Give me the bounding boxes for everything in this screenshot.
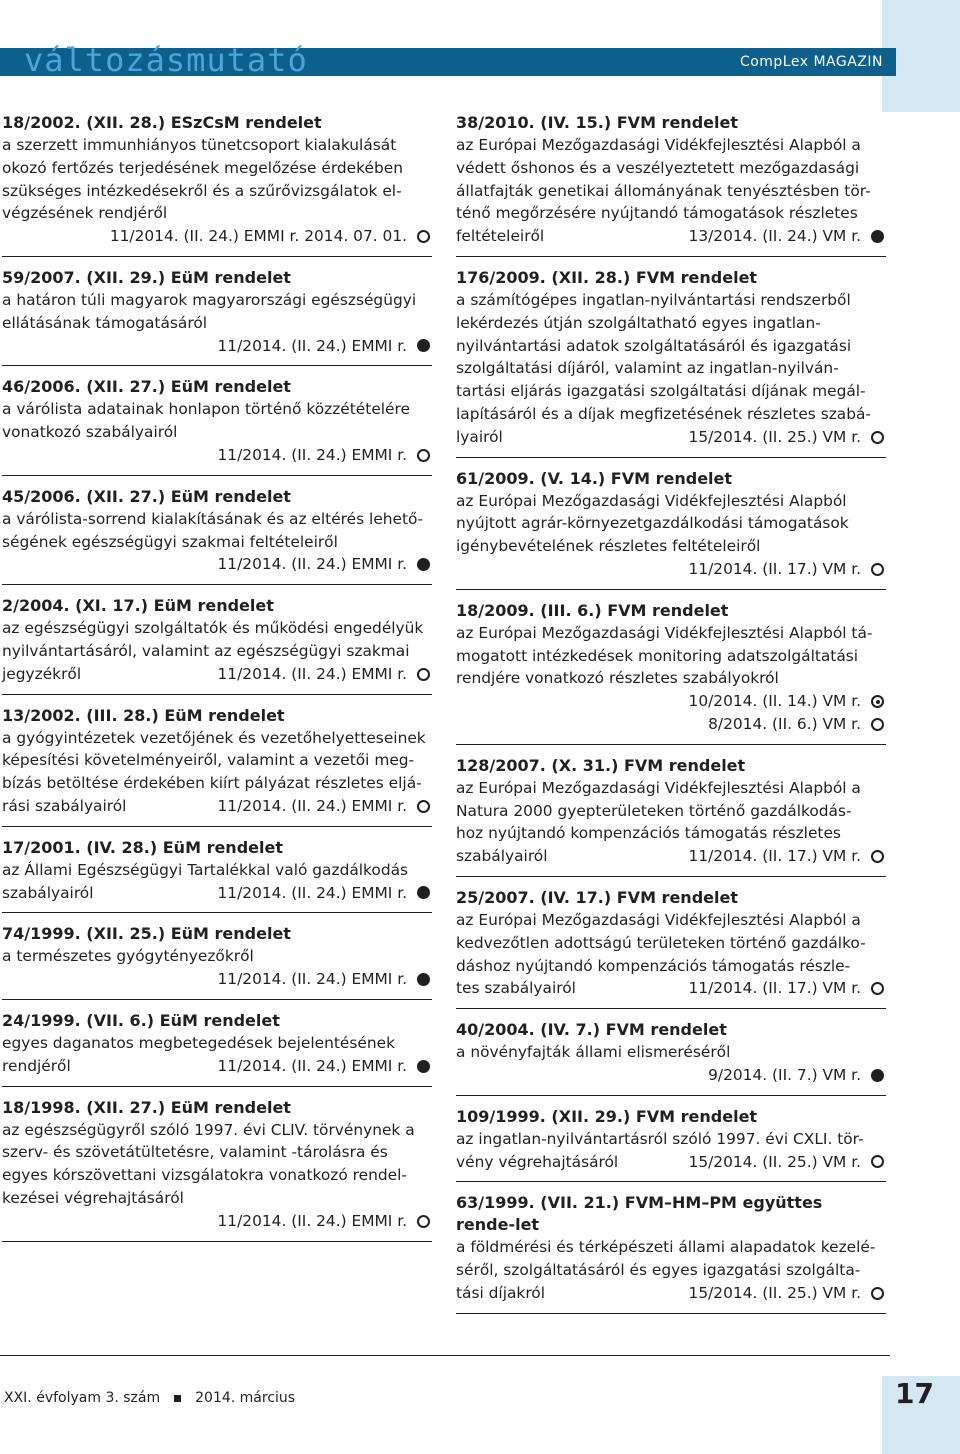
regulation-description	[456, 1128, 886, 1151]
regulation-title: 176/2009. (XII. 28.) FVM rendelet	[456, 267, 758, 287]
description-tail: szabályairól	[2, 883, 94, 902]
amendment-reference: 11/2014. (II. 24.) EMMI r. 2014. 07. 01.	[109, 227, 407, 246]
footer-divider	[0, 1355, 890, 1356]
amendment-ref-wrap	[689, 1282, 886, 1305]
description-line: séről, szolgáltatásáról és egyes igazgatási szolgálta-	[456, 1261, 861, 1280]
amendment-reference: 15/2014. (II. 25.) VM r.	[688, 1152, 861, 1171]
filled-circle-icon	[871, 230, 884, 243]
description-line: a természetes gyógytényezőkről	[2, 947, 254, 966]
section-title: változásmutató	[24, 41, 308, 79]
regulation-title: 46/2006. (XII. 27.) EüM rendelet	[2, 377, 291, 397]
description-line: dáshoz nyújtandó kompenzációs támogatás részle-	[456, 956, 851, 975]
description-line: bízás betöltése érdekében kiírt pályázat részletes eljá-	[2, 774, 422, 793]
description-tail: lyairól	[456, 427, 503, 446]
amendment-row	[2, 882, 432, 905]
amendment-reference: 11/2014. (II. 24.) EMMI r.	[217, 796, 407, 815]
amendment-row	[2, 444, 432, 467]
regulation-description	[2, 859, 432, 882]
description-tail: rendjéről	[2, 1056, 71, 1075]
regulation-entry	[2, 1097, 432, 1242]
description-line: a földmérési és térképészeti állami alapadatok kezelé-	[456, 1238, 876, 1257]
filled-circle-icon	[417, 973, 430, 986]
open-circle-icon	[417, 668, 430, 681]
regulation-title: 38/2010. (IV. 15.) FVM rendelet	[456, 113, 738, 132]
amendment-row	[456, 977, 886, 1000]
amendment-row	[2, 663, 432, 686]
description-line: egyes daganatos megbetegedések bejelentésének	[2, 1033, 396, 1052]
regulation-title: 61/2009. (V. 14.) FVM rendelet	[456, 468, 733, 488]
regulation-title: 59/2007. (XII. 29.) EüM rendelet	[2, 267, 291, 287]
amendment-reference: 8/2014. (II. 6.) VM r.	[708, 714, 861, 733]
regulation-description	[2, 727, 432, 795]
amendment-reference: 15/2014. (II. 25.) VM r.	[688, 1283, 861, 1302]
regulation-title: 13/2002. (III. 28.) EüM rendelet	[2, 705, 285, 725]
right-column	[456, 112, 886, 1324]
amendment-ref-wrap	[689, 426, 886, 449]
description-line: hoz nyújtandó kompenzációs támogatás részletes	[456, 824, 841, 843]
description-line: mogatott intézkedések monitoring adatszolgáltatási rendjére vonatkozó részletes szabályokról	[456, 646, 859, 688]
issue-date: 2014. március	[195, 1390, 296, 1406]
description-tail: tási díjakról	[456, 1283, 545, 1302]
amendment-reference: 11/2014. (II. 24.) EMMI r.	[217, 1211, 407, 1230]
regulation-entry	[456, 600, 886, 745]
regulation-description	[456, 909, 886, 977]
regulation-entry	[456, 755, 886, 877]
amendment-reference: 11/2014. (II. 24.) EMMI r.	[217, 445, 407, 464]
regulation-title: 45/2006. (XII. 27.) EüM rendelet	[2, 486, 291, 506]
description-line: lapításáról és a díjak megfizetésének részletes szabá-	[456, 404, 871, 423]
regulation-description	[456, 134, 886, 225]
regulation-title: 63/1999. (VII. 21.) FVM–HM–PM együttes rende-let	[456, 1193, 823, 1235]
description-line: az Állami Egészségügyi Tartalékkal való gazdálkodás	[2, 860, 409, 879]
amendment-row	[456, 426, 886, 449]
regulation-title: 18/2002. (XII. 28.) ESzCsM rendelet	[2, 113, 322, 132]
description-line: a határon túli magyarok magyarországi egészségügyi ellátásának támogatásáról	[2, 290, 417, 332]
filled-circle-icon	[417, 558, 430, 571]
description-line: a gyógyintézetek vezetőjének és vezetőhelyetteseinek képesítési követelményeiről, valamint a vezetői meg-	[2, 728, 426, 770]
regulation-entry	[2, 705, 432, 827]
description-line: végzésének rendjéről	[2, 204, 168, 223]
regulation-description	[2, 398, 432, 444]
open-circle-icon	[871, 982, 884, 995]
regulation-entry	[2, 112, 432, 257]
description-line: az Európai Mezőgazdasági Vidékfejlesztési Alapból a védett őshonos és a veszélyeztetett mezőgazdasági állatfajták genetikai állományának tenyésztésben tör-	[456, 136, 871, 200]
amendment-reference: 10/2014. (II. 14.) VM r.	[688, 692, 861, 711]
description-line: a várólista adatainak honlapon történő közzétételére vonatkozó szabályairól	[2, 400, 410, 442]
regulation-description	[456, 490, 886, 558]
issue-label: XXI. évfolyam 3. szám	[4, 1390, 161, 1406]
filled-circle-icon	[871, 1069, 884, 1082]
open-circle-icon	[417, 230, 430, 243]
description-tail: vény végrehajtásáról	[456, 1152, 619, 1171]
regulation-title: 18/1998. (XII. 27.) EüM rendelet	[2, 1097, 291, 1117]
regulation-description	[2, 945, 432, 968]
description-line: az Európai Mezőgazdasági Vidékfejlesztési Alapból a Natura 2000 gyepterületeken történő gazdálkodás-	[456, 778, 861, 820]
amendment-reference: 11/2014. (II. 24.) EMMI r.	[217, 883, 407, 902]
regulation-title: 24/1999. (VII. 6.) EüM rendelet	[2, 1010, 280, 1030]
amendment-row	[456, 225, 886, 248]
description-tail: jegyzékről	[2, 664, 82, 683]
open-circle-icon	[871, 1287, 884, 1300]
description-line: az egészségügyről szóló 1997. évi CLIV. törvénynek a szerv- és szövetátültetésre, valamint -tárolásra és egyes kórszövettani vizsgálatokra vonatkozó rendel-	[2, 1120, 415, 1185]
amendment-row	[2, 1210, 432, 1233]
left-column	[2, 112, 432, 1252]
regulation-entry	[2, 1010, 432, 1087]
regulation-entry	[2, 923, 432, 1000]
page-number: 17	[895, 1377, 934, 1410]
regulation-entry	[2, 376, 432, 475]
description-line: a várólista-sorrend kialakításának és az eltérés lehető-	[2, 509, 424, 528]
description-line: ségének egészségügyi szakmai feltételeiről	[2, 532, 338, 551]
amendment-ref-wrap	[218, 882, 432, 905]
regulation-title: 74/1999. (XII. 25.) EüM rendelet	[2, 924, 291, 944]
description-line: a szerzett immunhiányos tünetcsoport kialakulását okozó fertőzés terjedésének megelőzése érdekében szükséges intézkedésekről és a szűrővizsgálatok el-	[2, 136, 403, 200]
open-circle-icon	[871, 850, 884, 863]
amendment-reference: 11/2014. (II. 24.) EMMI r.	[217, 970, 407, 989]
filled-circle-icon	[417, 339, 430, 352]
open-circle-icon	[871, 1155, 884, 1168]
open-circle-icon	[871, 431, 884, 444]
dotted-circle-icon	[871, 695, 884, 708]
regulation-description	[2, 1032, 432, 1055]
regulation-entry	[2, 595, 432, 694]
open-circle-icon	[417, 449, 430, 462]
amendment-row	[2, 335, 432, 358]
amendment-reference: 11/2014. (II. 17.) VM r.	[688, 979, 861, 998]
regulation-description	[2, 617, 432, 663]
amendment-ref-wrap	[689, 845, 886, 868]
amendment-row	[2, 553, 432, 576]
regulation-title: 17/2001. (IV. 28.) EüM rendelet	[2, 837, 283, 857]
amendment-reference: 11/2014. (II. 17.) VM r.	[688, 847, 861, 866]
regulation-entry	[456, 267, 886, 458]
regulation-entry	[456, 112, 886, 257]
amendment-ref-wrap	[218, 1055, 432, 1078]
description-line: a növényfajták állami elismeréséről	[456, 1043, 731, 1062]
description-line: ténő megőrzésére nyújtandó támogatások részletes	[456, 204, 858, 223]
regulation-description	[2, 1119, 432, 1210]
description-tail: feltételeiről	[456, 227, 545, 246]
description-tail: tes szabályairól	[456, 979, 576, 998]
description-line: az Európai Mezőgazdasági Vidékfejlesztési Alapból tá-	[456, 623, 873, 642]
description-line: az Európai Mezőgazdasági Vidékfejlesztési Alapból a kedvezőtlen adottságú területeken történő gazdálko-	[456, 910, 866, 952]
regulation-entry	[2, 486, 432, 585]
magazine-name: CompLex MAGAZIN	[739, 54, 883, 70]
regulation-description	[2, 508, 432, 554]
regulation-title: 40/2004. (IV. 7.) FVM rendelet	[456, 1020, 727, 1040]
description-line: az egészségügyi szolgáltatók és működési engedélyük nyilvántartásáról, valamint az egészségügyi szakmai	[2, 619, 424, 660]
description-line: tartási eljárás igazgatási szolgáltatási díjának megál-	[456, 382, 866, 401]
regulation-entry	[456, 887, 886, 1009]
footer	[4, 1389, 295, 1407]
regulation-description	[456, 289, 886, 426]
amendment-row	[456, 558, 886, 581]
regulation-title: 128/2007. (X. 31.) FVM rendelet	[456, 755, 746, 775]
regulation-title: 18/2009. (III. 6.) FVM rendelet	[456, 600, 729, 620]
amendment-row	[2, 968, 432, 991]
amendment-row	[456, 1064, 886, 1087]
regulation-description	[2, 134, 432, 225]
amendment-ref-wrap	[218, 795, 432, 818]
amendment-reference: 11/2014. (II. 24.) EMMI r.	[217, 336, 407, 355]
footer-separator-square	[174, 1395, 181, 1402]
amendment-row	[456, 845, 886, 868]
amendment-reference: 11/2014. (II. 24.) EMMI r.	[217, 555, 407, 574]
amendment-reference: 11/2014. (II. 17.) VM r.	[688, 559, 861, 578]
amendment-row	[2, 795, 432, 818]
amendment-reference: 15/2014. (II. 25.) VM r.	[688, 427, 861, 446]
amendment-row	[456, 1282, 886, 1305]
amendment-reference: 9/2014. (II. 7.) VM r.	[708, 1065, 861, 1084]
open-circle-icon	[871, 718, 884, 731]
description-tail: rási szabályairól	[2, 796, 127, 815]
amendment-ref-wrap	[689, 225, 886, 248]
open-circle-icon	[417, 800, 430, 813]
filled-circle-icon	[417, 886, 430, 899]
open-circle-icon	[417, 1215, 430, 1228]
description-line: az ingatlan-nyilvántartásról szóló 1997. évi CXLI. tör-	[456, 1129, 864, 1148]
regulation-entry	[2, 267, 432, 366]
amendment-ref-wrap	[689, 977, 886, 1000]
amendment-row	[2, 225, 432, 248]
regulation-entry	[456, 1192, 886, 1313]
regulation-description	[456, 1041, 886, 1064]
amendment-reference: 11/2014. (II. 24.) EMMI r.	[217, 664, 407, 683]
description-line: a számítógépes ingatlan-nyilvántartási rendszerből lekérdezés útján szolgáltatható egyes ingatlan-	[456, 290, 851, 332]
description-line: az Európai Mezőgazdasági Vidékfejlesztési Alapból nyújtott agrár-környezetgazdálkodási támogatások igénybevételének részletes feltételeiről	[456, 491, 849, 556]
regulation-description	[2, 289, 432, 335]
open-circle-icon	[871, 563, 884, 576]
amendment-ref-wrap	[689, 1151, 886, 1174]
regulation-title: 109/1999. (XII. 29.) FVM rendelet	[456, 1106, 758, 1126]
amendment-row	[456, 690, 886, 713]
regulation-description	[456, 777, 886, 845]
amendment-row	[2, 1055, 432, 1078]
regulation-entry	[2, 837, 432, 914]
regulation-entry	[456, 468, 886, 590]
description-tail: szabályairól	[456, 847, 548, 866]
regulation-title: 2/2004. (XI. 17.) EüM rendelet	[2, 596, 274, 616]
description-line: nyilvántartási adatok szolgáltatásáról és igazgatási szolgáltatási díjáról, valamint az ingatlan-nyilván-	[456, 336, 852, 378]
regulation-entry	[456, 1106, 886, 1183]
regulation-description	[456, 622, 886, 690]
amendment-ref-wrap	[218, 663, 432, 686]
amendment-reference: 11/2014. (II. 24.) EMMI r.	[217, 1056, 407, 1075]
regulation-title: 25/2007. (IV. 17.) FVM rendelet	[456, 887, 738, 907]
description-line: kezései végrehajtásáról	[2, 1188, 184, 1207]
amendment-row	[456, 1151, 886, 1174]
amendment-row	[456, 713, 886, 736]
amendment-reference: 13/2014. (II. 24.) VM r.	[688, 227, 861, 246]
regulation-entry	[456, 1019, 886, 1096]
regulation-description	[456, 1236, 886, 1282]
filled-circle-icon	[417, 1060, 430, 1073]
